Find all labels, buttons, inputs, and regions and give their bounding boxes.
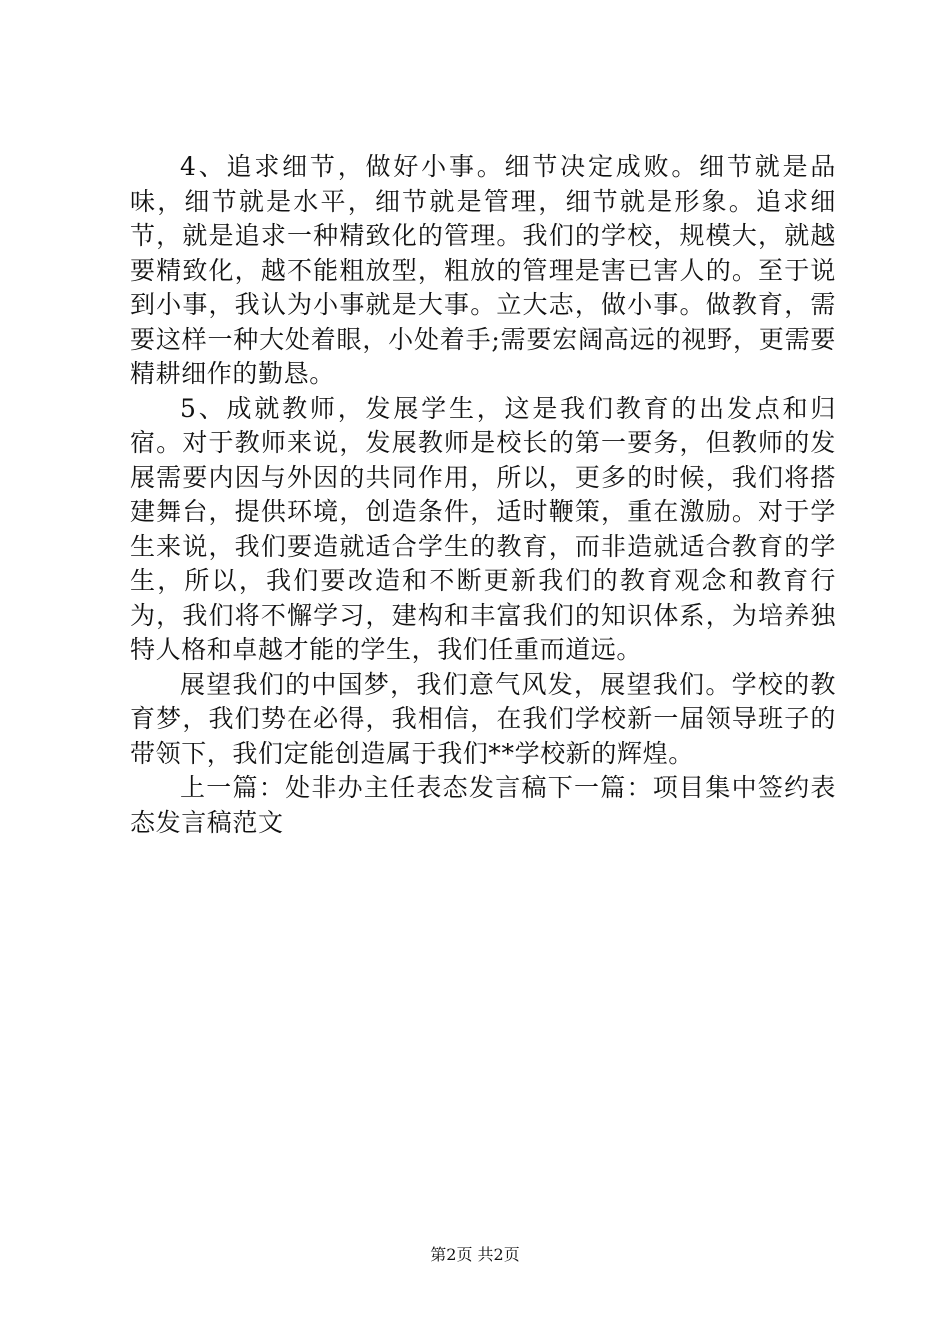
prev-next-links[interactable]: 上一篇：处非办主任表态发言稿下一篇：项目集中签约表态发言稿范文: [130, 773, 836, 837]
paragraph-outlook: 展望我们的中国梦，我们意气风发，展望我们。学校的教育梦，我们势在必得，我相信，在我们学校新一届领导班子的带领下，我们定能创造属于我们**学校新的辉煌。: [130, 669, 836, 768]
page-number-footer: 第2页 共2页: [430, 1245, 520, 1264]
paragraph-detail: 4、追求细节，做好小事。细节决定成败。细节就是品味，细节就是水平，细节就是管理，细节就是形象。追求细节，就是追求一种精致化的管理。我们的学校，规模大，就越要精致化，越不能粗放型，粗放的管理是害已害人的。至于说到小事，我认为小事就是大事。立大志，做小事。做教育，需要这样一种大处着眼，小处着手;需要宏阔高远的视野，更需要精耕细作的勤恳。: [130, 152, 836, 388]
paragraph-teachers-students: 5、成就教师，发展学生，这是我们教育的出发点和归宿。对于教师来说，发展教师是校长的第一要务，但教师的发展需要内因与外因的共同作用，所以，更多的时候，我们将搭建舞台，提供环境，创造条件，适时鞭策，重在激励。对于学生来说，我们要造就适合学生的教育，而非造就适合教育的学生，所以，我们要改造和不断更新我们的教育观念和教育行为，我们将不懈学习，建构和丰富我们的知识体系，为培养独特人格和卓越才能的学生，我们任重而道远。: [130, 393, 836, 664]
document-body: [130, 150, 836, 840]
